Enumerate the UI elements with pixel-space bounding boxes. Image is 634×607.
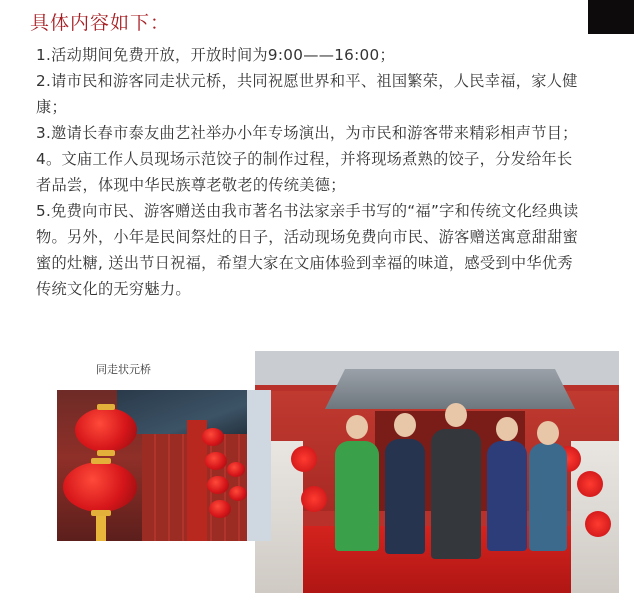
lantern-photo [57,390,271,541]
list-item: 2.请市民和游客同走状元桥，共同祝愿世界和平、祖国繁荣，人民幸福，家人健康； [36,72,578,116]
list-item: 5.免费向市民、游客赠送由我市著名书法家亲手书写的“福”字和传统文化经典读物。另外，小年是民间祭灶的日子，活动现场免费向市民、游客赠送寓意甜甜蜜蜜的灶糖, 送出节日祝福，希望大家在文庙体验到幸福的味道，感受到中华优秀传统文化的无穷魅力。 [36,202,579,298]
activity-list [36,42,588,302]
photo-caption: 同走状元桥 [96,363,151,376]
list-item: 4。文庙工作人员现场示范饺子的制作过程，并将现场煮熟的饺子，分发给年长者品尝，体现中华民族尊老敬老的传统美德； [36,150,573,194]
section-heading: 具体内容如下： [30,12,171,34]
corner-dark-block [588,0,634,34]
list-item: 1.活动期间免费开放，开放时间为9:00——16:00； [36,46,395,64]
ceremony-photo [255,351,619,593]
list-item: 3.邀请长春市泰友曲艺社举办小年专场演出，为市民和游客带来精彩相声节目； [36,124,578,142]
